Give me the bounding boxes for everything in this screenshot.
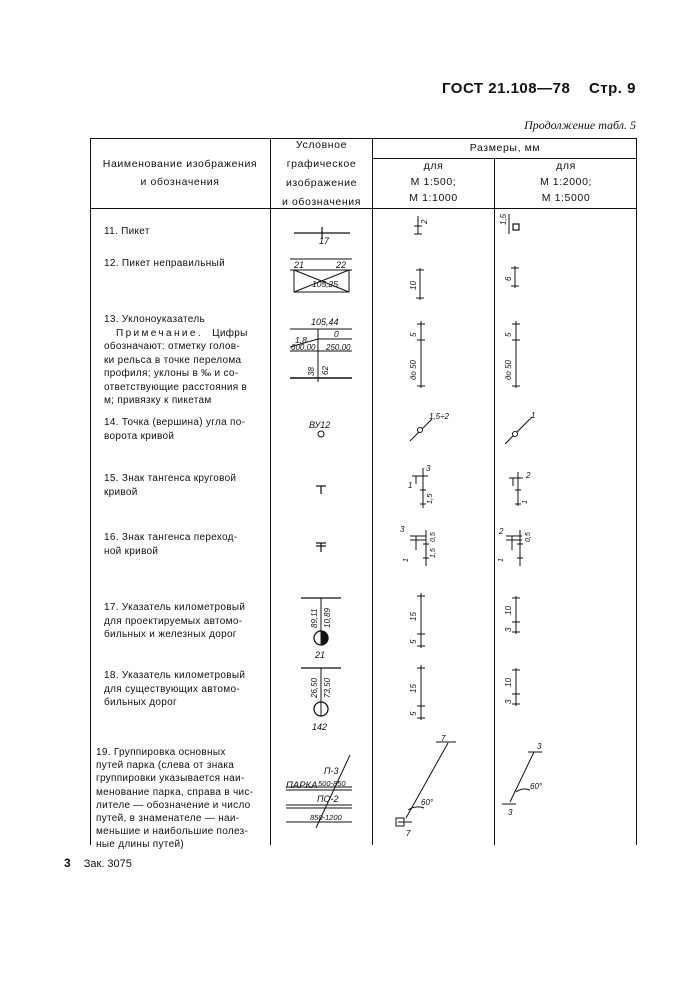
d15e: 1 (520, 499, 529, 504)
s13-l1: 1,8 (295, 335, 307, 345)
d19f: 3 (508, 808, 513, 817)
d16a: 3 (400, 525, 405, 534)
row-14-name: 14. Точка (вершина) угла по- ворота кривой (104, 417, 246, 442)
s19-d1: 500-850 (318, 779, 346, 788)
s18-v1: 26,50 (310, 677, 319, 698)
dim-14-scale1 (410, 412, 450, 441)
row-11-name: 11. Пикет (104, 226, 150, 237)
s13-l2: 600,00 (291, 343, 316, 352)
d12b: 6 (504, 276, 513, 281)
s17-num: 21 (315, 650, 326, 660)
row-15-name: 15. Знак тангенса круговой кривой (104, 473, 237, 498)
symbol-11-picket (294, 227, 350, 246)
d19b: 60° (421, 798, 434, 807)
symbols-table (90, 138, 637, 851)
d15b: 1 (408, 481, 413, 490)
symbol-13-slope-indicator (290, 317, 352, 382)
s12-right: 22 (336, 260, 347, 270)
s19-d2: 850-1200 (310, 813, 342, 822)
s13-top: 105,44 (311, 317, 339, 327)
d15c: 1,5 (425, 493, 434, 504)
d18b: 5 (409, 711, 418, 716)
symbol-16-tangent-transitional (316, 543, 326, 552)
page-footer (64, 856, 132, 870)
table-continuation-note: Продолжение табл. 5 (524, 118, 636, 132)
d19a: 7 (441, 734, 446, 743)
footer-order: Зак. 3075 (83, 858, 132, 870)
symbol-17-km-indicator (301, 598, 341, 660)
row-18-name: 18. Указатель километровый для существующих автомо- бильных дорог (104, 670, 246, 708)
s18-num: 142 (312, 722, 328, 732)
d14a: 1,5÷2 (429, 412, 449, 421)
d11b: 1,5 (499, 213, 508, 225)
s19-n1: П-3 (324, 766, 339, 776)
d18a: 15 (409, 684, 418, 693)
symbol-18-km-indicator-existing (301, 668, 341, 732)
symbol-12-irregular-picket (290, 259, 352, 292)
dim-19-scale1 (396, 734, 456, 838)
page-number: Стр. 9 (588, 80, 636, 97)
dim-12-scale1 (409, 268, 424, 300)
symbol-19-park-grouping (286, 755, 352, 828)
row-13-name: 13. Уклоноуказатель Примечание. Цифры обозначают: отметку голов- ки рельса в точке перелома профиля; уклоны в ‰ и со- ответствующие расстояния в м; привязку к пикетам (104, 313, 268, 408)
dim-11-scale1 (414, 216, 429, 234)
standard-code: ГОСТ 21.108—78 (441, 80, 571, 97)
col-scale1-header: для М 1:500; М 1:1000 (409, 160, 458, 204)
s19-n2: ПО-2 (317, 794, 339, 804)
s19-park: ПАРКА (286, 780, 318, 791)
d12a: 10 (409, 281, 418, 290)
dim-13-scale1 (409, 321, 425, 388)
s13-v1: 38 (307, 367, 316, 376)
d16d: 1 (403, 558, 410, 562)
d16f: 0,5 (525, 532, 532, 542)
d19d: 3 (537, 742, 542, 751)
s12-left: 21 (294, 260, 305, 270)
row-13-note: Примечание. Цифры обозначают: отметку голов- ки рельса в точке перелома профиля; уклоны в ‰ и со- ответствующие расстояния в м; привязку к пикетам (104, 327, 248, 406)
s13-r1: 0 (334, 329, 339, 339)
s13-v2: 62 (321, 366, 330, 375)
table-graphics (90, 138, 637, 845)
page-header (442, 80, 636, 97)
d13c: 5 (504, 332, 513, 337)
s17-v1: 89,11 (310, 608, 319, 628)
dim-16-scale1 (400, 525, 437, 566)
d16c: 1,5 (430, 548, 437, 558)
dim-14-scale2 (505, 411, 535, 444)
s14-label: ВУ12 (309, 420, 331, 430)
dim-15-scale2 (509, 471, 531, 506)
dim-12-scale2 (504, 266, 519, 288)
dim-18-scale2 (504, 668, 520, 706)
d13d: до 50 (504, 360, 513, 380)
d17d: 3 (504, 627, 513, 632)
dim-18-scale1 (409, 665, 425, 720)
dim-17-scale2 (504, 596, 520, 634)
s11-num: 17 (319, 236, 330, 246)
col-name-header: Наименование изображения и обозначения (102, 158, 258, 188)
row-17-name: 17. Указатель километровый для проектируемых автомо- бильных и железных дорог (104, 602, 246, 640)
d14b: 1 (531, 411, 536, 420)
col-sizes-header: Размеры, мм (469, 142, 541, 154)
dim-13-scale2 (504, 321, 520, 388)
footer-page-num: 3 (64, 856, 71, 870)
s13-r2: 250,00 (326, 343, 351, 352)
d16b: 0,5 (430, 532, 437, 542)
dim-15-scale1 (408, 464, 434, 508)
row-16-name: 16. Знак тангенса переход- ной кривой (104, 532, 238, 557)
d13b: до 50 (409, 360, 418, 380)
row-19-name: 19. Группировка основных путей парка (слева от знака группировки указывается наи- менование парка, справа в чис- лителе — обозначение и число путей, в знаменателе — наи- меньшие и наибольшие полез- ные длины путей) (96, 747, 254, 851)
row-12-name: 12. Пикет неправильный (104, 258, 225, 269)
d15d: 2 (526, 471, 531, 480)
d16g: 1 (498, 558, 505, 562)
d18c: 10 (504, 678, 513, 687)
d19e: 60° (530, 782, 543, 791)
d17a: 15 (409, 612, 418, 621)
d16e: 2 (499, 527, 504, 536)
d13a: 5 (409, 332, 418, 337)
symbol-14-angle-vertex (309, 420, 330, 437)
symbol-15-tangent-circular (316, 486, 326, 494)
d17b: 5 (409, 639, 418, 644)
dim-17-scale1 (409, 593, 425, 648)
d19c: 7 (406, 829, 411, 838)
d18d: 3 (504, 699, 513, 704)
d11a: 2 (420, 219, 429, 224)
s12-center: 105,25 (312, 279, 338, 289)
d15a: 3 (426, 464, 431, 473)
col-scale2-header: для М 1:2000; М 1:5000 (539, 160, 593, 204)
dim-16-scale2 (498, 527, 532, 566)
s17-v2: 10,89 (323, 607, 332, 628)
d17c: 10 (504, 606, 513, 615)
dim-11-scale2 (499, 213, 519, 234)
s18-v2: 73,50 (323, 677, 332, 698)
col-symbol-header: Условное графическое изображение и обозначения (281, 139, 362, 208)
dim-19-scale2 (502, 742, 543, 817)
